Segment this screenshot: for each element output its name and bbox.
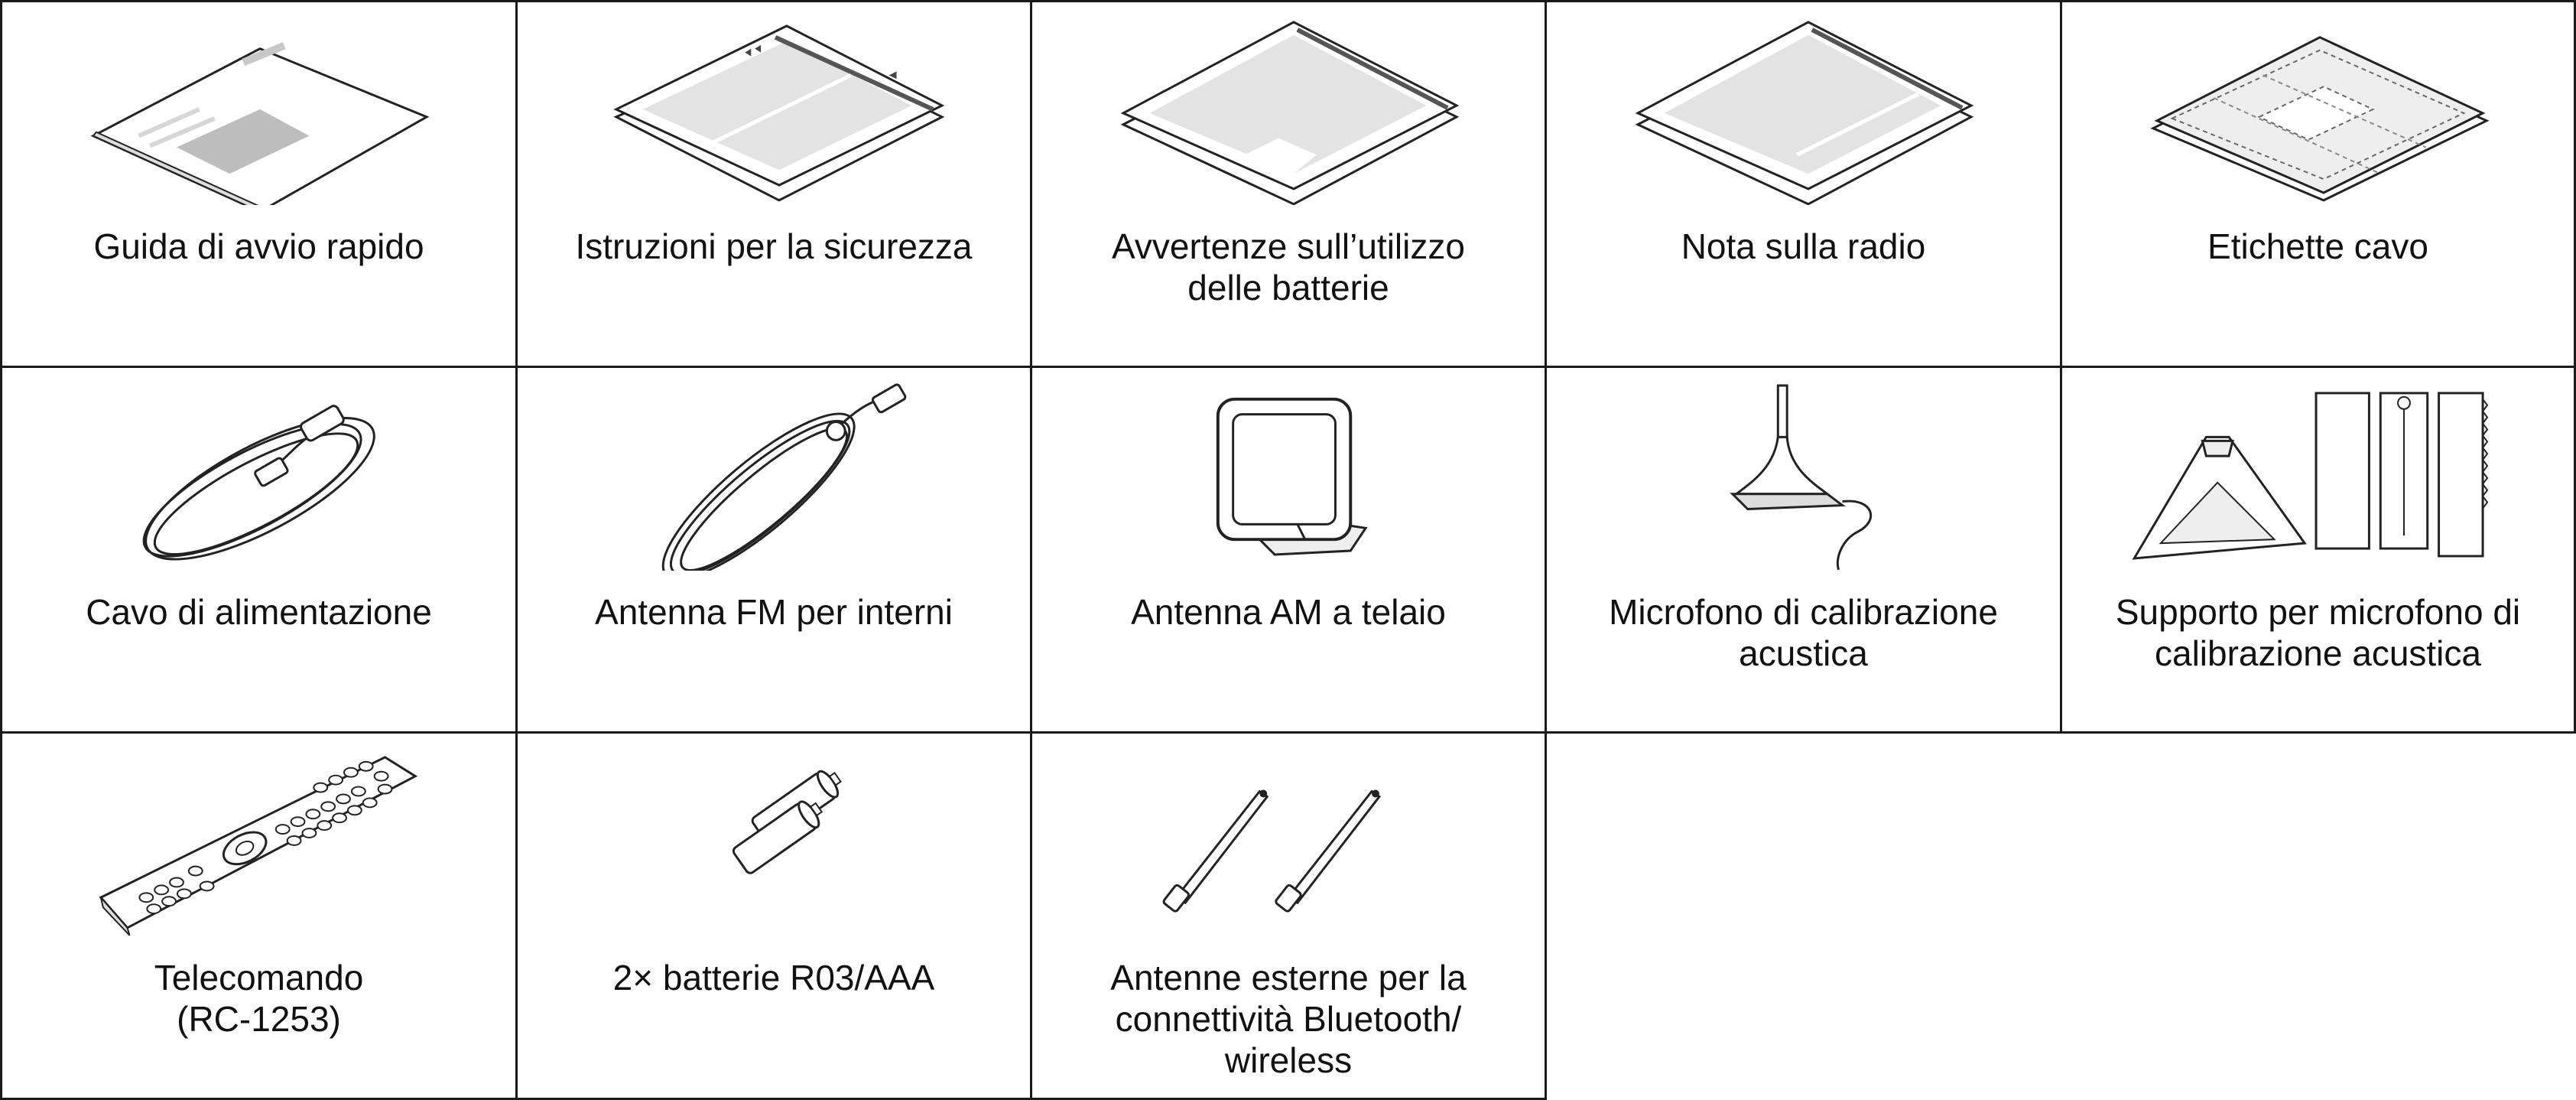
accessory-cell-mic-stand [2060, 366, 2576, 734]
caption-line: acustica [1739, 633, 1868, 673]
accessory-cell-cable-labels [2060, 0, 2576, 368]
calibration-mic-icon [1547, 368, 2060, 571]
accessory-caption [2070, 226, 2566, 267]
accessory-caption [525, 226, 1022, 267]
accessory-caption [1554, 591, 2052, 674]
caption-line: Microfono di calibrazione [1609, 592, 1998, 632]
caption-line: 2× batterie R03/AAA [612, 958, 935, 997]
accessory-cell-remote-control [0, 731, 518, 1100]
accessory-caption [10, 226, 508, 267]
accessory-caption [1554, 226, 2052, 267]
accessory-cell-calibration-mic [1545, 366, 2062, 734]
caption-line: Istruzioni per la sicurezza [575, 226, 973, 266]
accessory-cell-am-loop-antenna [1030, 366, 1547, 734]
remote-control-icon [2, 734, 515, 936]
accessory-cell-safety-instructions [515, 0, 1032, 368]
accessory-cell-quick-start-guide [0, 0, 518, 368]
caption-line: Telecomando [154, 958, 364, 997]
caption-line: Antenna FM per interni [595, 592, 953, 632]
caption-line: Cavo di alimentazione [86, 592, 432, 632]
accessory-caption [525, 591, 1022, 633]
power-cord-icon [2, 368, 515, 571]
accessory-cell-radio-note [1545, 0, 2062, 368]
caption-line: Nota sulla radio [1681, 226, 1926, 266]
accessory-caption [2070, 591, 2566, 674]
safety-instructions-icon [518, 2, 1030, 205]
accessory-caption [1040, 957, 1537, 1081]
fm-antenna-icon [518, 368, 1030, 571]
accessory-caption [10, 957, 508, 1040]
accessory-cell-external-antennas [1030, 731, 1547, 1100]
accessory-caption [525, 957, 1022, 998]
caption-line: delle batterie [1187, 268, 1389, 308]
caption-line: Etichette cavo [2207, 226, 2428, 266]
batteries-icon [518, 734, 1030, 936]
mic-stand-icon [2062, 368, 2574, 571]
accessory-cell-battery-warnings [1030, 0, 1547, 368]
am-loop-antenna-icon [1032, 368, 1545, 571]
caption-line: connettività Bluetooth/ [1115, 999, 1462, 1039]
accessory-cell-batteries [515, 731, 1032, 1100]
caption-line: calibrazione acustica [2154, 633, 2481, 673]
external-antennas-icon [1032, 734, 1545, 936]
accessory-caption [10, 591, 508, 633]
accessory-cell-fm-antenna [515, 366, 1032, 734]
radio-note-icon [1547, 2, 2060, 205]
quick-start-guide-icon [2, 2, 515, 205]
caption-line: Supporto per microfono di [2115, 592, 2521, 632]
caption-line: (RC-1253) [177, 999, 341, 1039]
accessory-cell-power-cord [0, 366, 518, 734]
battery-warnings-icon [1032, 2, 1545, 205]
accessory-caption [1040, 591, 1537, 633]
caption-line: Antenne esterne per la [1110, 958, 1467, 997]
caption-line: Guida di avvio rapido [93, 226, 424, 266]
caption-line: wireless [1224, 1040, 1353, 1080]
accessory-caption [1040, 226, 1537, 308]
caption-line: Avvertenze sull’utilizzo [1112, 226, 1465, 266]
caption-line: Antenna AM a telaio [1131, 592, 1446, 632]
cable-labels-icon [2062, 2, 2574, 205]
